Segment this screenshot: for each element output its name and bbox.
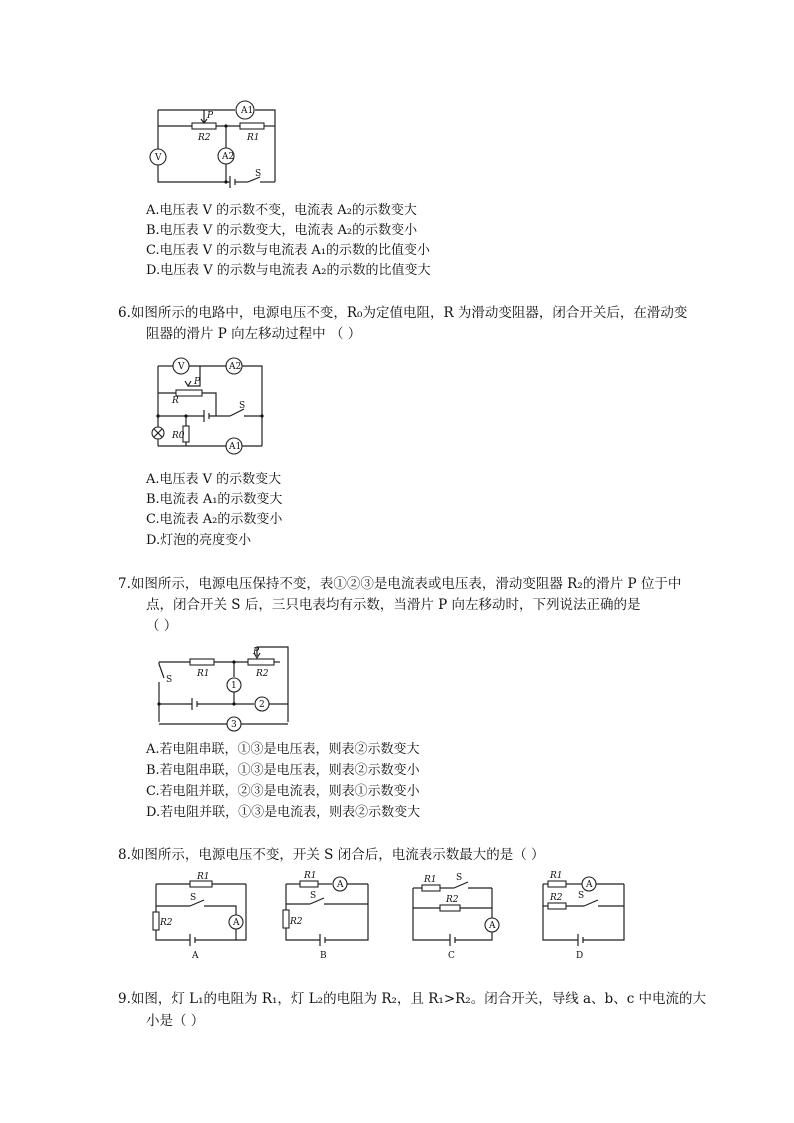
svg-text:S: S	[239, 401, 246, 411]
q6-circuit-diagram	[146, 356, 268, 452]
q6-option-b: B.电流表 A₁的示数变大	[146, 492, 283, 507]
svg-text:A: A	[337, 880, 344, 890]
svg-text:A2: A2	[229, 362, 242, 372]
svg-text:P: P	[253, 647, 260, 657]
svg-text:R1: R1	[424, 875, 437, 885]
svg-text:S: S	[190, 893, 197, 903]
svg-text:A: A	[233, 918, 240, 928]
q5-circuit-diagram	[150, 100, 285, 190]
q7-stem-line1: 7.如图所示，电源电压保持不变，表①②③是电流表或电压表，滑动变阻器 R₂的滑片 P 位于中	[118, 576, 682, 592]
q5-resistor-r1	[240, 123, 264, 129]
svg-text:V: V	[178, 362, 185, 372]
svg-text:A: A	[586, 880, 593, 890]
svg-text:S: S	[310, 891, 317, 901]
svg-text:P: P	[207, 111, 214, 121]
q7-circuit-diagram	[150, 642, 295, 732]
q9-stem-line1: 9.如图，灯 L₁的电阻为 R₁，灯 L₂的电阻为 R₂，且 R₁>R₂。闭合开关，导线 a、b、c 中电流的大	[118, 991, 707, 1007]
q9-stem-line2: 小是（ ）	[146, 1013, 205, 1029]
q8-circuit-d	[538, 866, 630, 960]
q5-option-b: B.电压表 V 的示数变大，电流表 A₂的示数变小	[146, 223, 418, 238]
svg-text:S: S	[578, 891, 585, 901]
svg-text:R2: R2	[160, 918, 173, 928]
q7-stem-line2: 点，闭合开关 S 后，三只电表均有示数，当滑片 P 向左移动时，下列说法正确的是	[146, 597, 641, 613]
svg-text:R2: R2	[290, 917, 303, 927]
svg-text:R: R	[172, 396, 179, 406]
svg-text:A1: A1	[229, 442, 242, 452]
svg-text:R1: R1	[550, 871, 563, 881]
svg-text:3: 3	[231, 720, 237, 730]
q6-option-a: A.电压表 V 的示数变大	[146, 472, 282, 487]
svg-text:B: B	[320, 951, 327, 961]
q7-rheostat-r2	[248, 659, 274, 665]
q7-stem-line3: （ ）	[146, 618, 178, 634]
svg-text:A1: A1	[241, 106, 254, 116]
svg-text:R2: R2	[446, 895, 459, 905]
svg-text:A2: A2	[222, 152, 235, 162]
svg-text:S: S	[166, 675, 173, 685]
q6-stem-line1: 6.如图所示的电路中，电源电压不变，R₀为定值电阻，R 为滑动变阻器，闭合开关后，在滑动变	[118, 305, 688, 321]
svg-text:R1: R1	[197, 872, 210, 882]
svg-text:A: A	[192, 951, 199, 961]
q7-option-a: A.若电阻串联，①③是电压表，则表②示数变大	[146, 742, 420, 757]
q5-option-c: C.电压表 V 的示数与电流表 A₁的示数的比值变小	[146, 243, 431, 258]
svg-text:D: D	[576, 951, 584, 961]
q8-circuit-b	[280, 866, 372, 960]
svg-text:R2: R2	[550, 893, 563, 903]
q7-option-b: B.若电阻串联，①③是电压表，则表②示数变小	[146, 763, 420, 778]
svg-text:P: P	[194, 377, 201, 387]
q8-circuit-a	[150, 870, 250, 960]
q5-option-d: D.电压表 V 的示数与电流表 A₂的示数的比值变大	[146, 263, 431, 278]
q8-circuit-c	[408, 866, 504, 960]
q7-option-c: C.若电阻并联，②③是电流表，则表①示数变小	[146, 784, 420, 799]
svg-text:1: 1	[231, 681, 237, 691]
svg-text:2: 2	[259, 700, 265, 710]
q6-stem-line2: 阻器的滑片 P 向左移动过程中 （ ）	[146, 326, 362, 342]
q8-stem: 8.如图所示，电源电压不变，开关 S 闭合后，电流表示数最大的是（ ）	[118, 847, 545, 863]
svg-text:C: C	[448, 951, 455, 961]
q5-option-a: A.电压表 V 的示数不变，电流表 A₂的示数变大	[146, 203, 417, 218]
svg-text:R2: R2	[256, 669, 269, 679]
svg-text:R0: R0	[172, 431, 185, 441]
svg-text:S: S	[456, 873, 463, 883]
svg-text:R1: R1	[247, 133, 260, 143]
q6-option-d: D.灯泡的亮度变小	[146, 533, 252, 548]
q6-rheostat-r	[176, 390, 202, 396]
svg-text:R1: R1	[304, 871, 317, 881]
q6-option-c: C.电流表 A₂的示数变小	[146, 512, 283, 527]
q7-resistor-r1	[190, 659, 214, 665]
q7-option-d: D.若电阻并联，①③是电流表，则表②示数变大	[146, 805, 421, 820]
svg-text:R1: R1	[197, 669, 210, 679]
svg-text:S: S	[255, 169, 262, 179]
svg-text:V: V	[155, 153, 162, 163]
svg-text:R2: R2	[198, 133, 211, 143]
svg-text:A: A	[489, 921, 496, 931]
